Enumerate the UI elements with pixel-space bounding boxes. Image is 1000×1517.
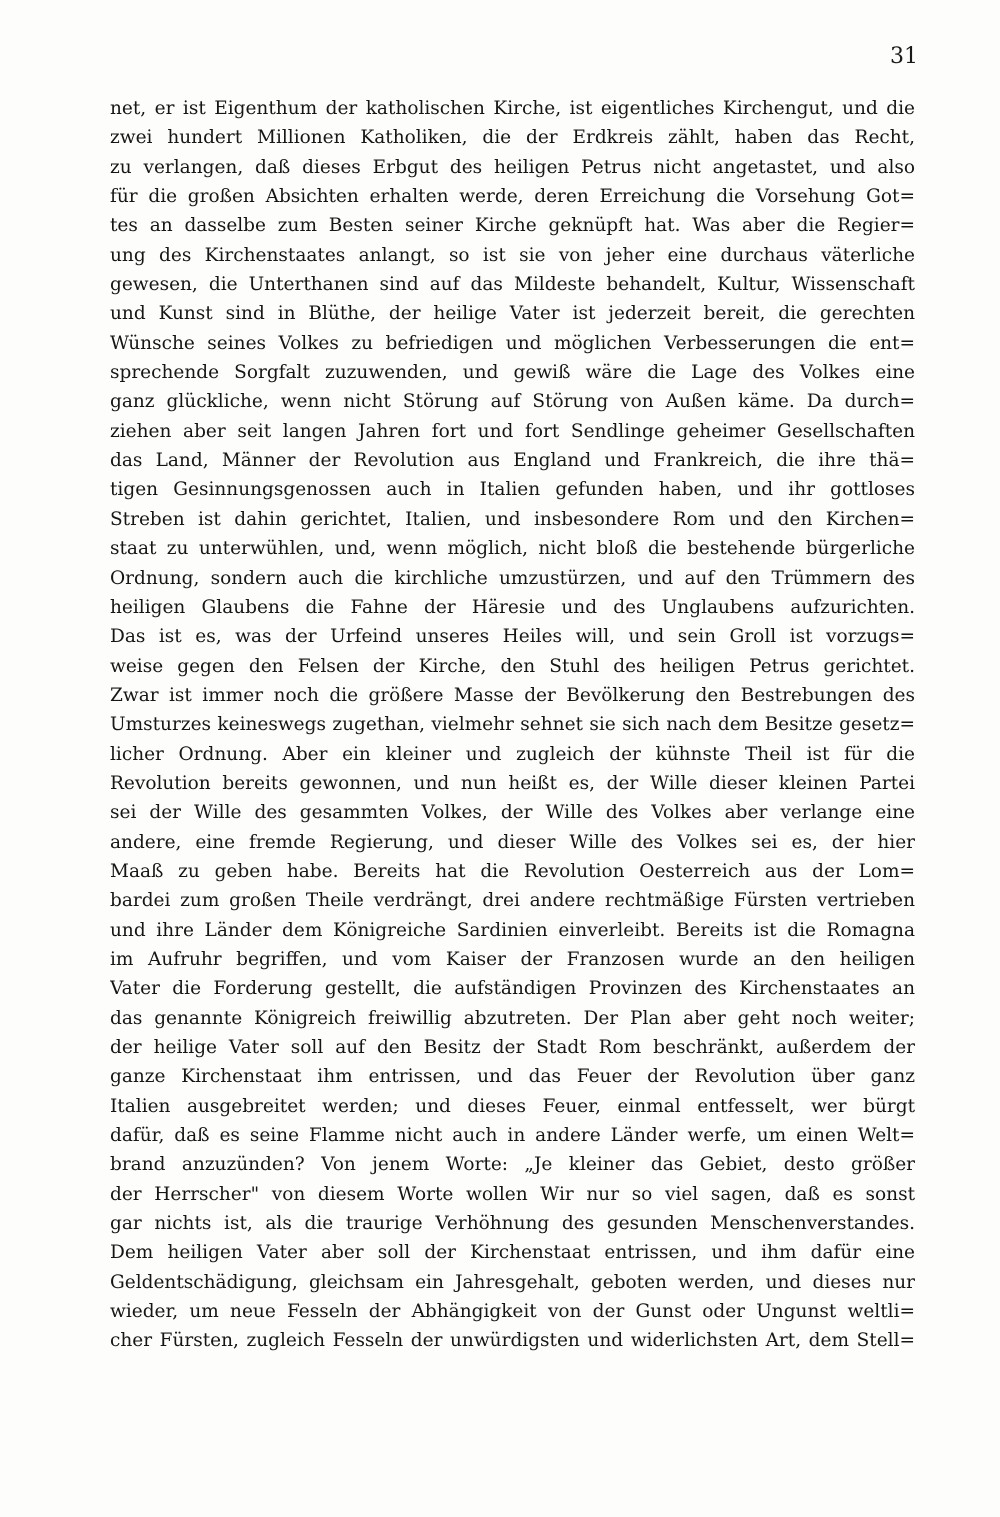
text-line: sprechende Sorgfalt zuzuwenden, und gewiß wäre die Lage des Volkes eine xyxy=(110,362,915,384)
text-line: staat zu unterwühlen, und, wenn möglich, nicht bloß die bestehende bürgerliche xyxy=(110,538,915,560)
text-line: Revolution bereits gewonnen, und nun heißt es, der Wille dieser kleinen Partei xyxy=(110,772,915,794)
text-line: Vater die Forderung gestellt, die aufständigen Provinzen des Kirchenstaates an xyxy=(110,978,915,1000)
body-text xyxy=(110,94,915,1356)
text-line: dafür, daß es seine Flamme nicht auch in andere Länder werfe, um einen Welt= xyxy=(110,1125,915,1147)
text-line: licher Ordnung. Aber ein kleiner und zugleich der kühnste Theil ist für die xyxy=(110,743,915,765)
text-line: das genannte Königreich freiwillig abzutreten. Der Plan aber geht noch weiter; xyxy=(110,1007,915,1029)
text-line: im Aufruhr begriffen, und vom Kaiser der Franzosen wurde an den heiligen xyxy=(110,948,915,970)
text-line: für die großen Absichten erhalten werde, deren Erreichung die Vorsehung Got= xyxy=(110,186,915,208)
text-line: andere, eine fremde Regierung, und dieser Wille des Volkes sei es, der hier xyxy=(110,831,915,853)
text-line: ung des Kirchenstaates anlangt, so ist sie von jeher eine durchaus väterliche xyxy=(110,244,915,266)
text-line: wieder, um neue Fesseln der Abhängigkeit von der Gunst oder Ungunst weltli= xyxy=(110,1301,915,1323)
text-line: Umsturzes keineswegs zugethan, vielmehr sehnet sie sich nach dem Besitze gesetz= xyxy=(110,714,915,736)
text-line: Italien ausgebreitet werden; und dieses Feuer, einmal entfesselt, wer bürgt xyxy=(110,1095,915,1117)
text-line: der Herrscher" von diesem Worte wollen Wir nur so viel sagen, daß es sonst xyxy=(110,1183,915,1205)
text-line: das Land, Männer der Revolution aus England und Frankreich, die ihre thä= xyxy=(110,450,915,472)
text-line: und Kunst sind in Blüthe, der heilige Vater ist jederzeit bereit, die gerechten xyxy=(110,303,915,325)
text-line: Das ist es, was der Urfeind unseres Heiles will, und sein Groll ist vorzugs= xyxy=(110,626,915,648)
text-line: Wünsche seines Volkes zu befriedigen und möglichen Verbesserungen die ent= xyxy=(110,332,915,354)
text-line: Dem heiligen Vater aber soll der Kirchenstaat entrissen, und ihm dafür eine xyxy=(110,1242,915,1264)
text-line: Ordnung, sondern auch die kirchliche umzustürzen, und auf den Trümmern des xyxy=(110,567,915,589)
text-line: ganze Kirchenstaat ihm entrissen, und das Feuer der Revolution über ganz xyxy=(110,1066,915,1088)
text-line: ganz glückliche, wenn nicht Störung auf Störung von Außen käme. Da durch= xyxy=(110,391,915,413)
page-number: 31 xyxy=(890,44,918,69)
text-line: der heilige Vater soll auf den Besitz der Stadt Rom beschränkt, außerdem der xyxy=(110,1037,915,1058)
text-line: net, er ist Eigenthum der katholischen Kirche, ist eigentliches Kirchengut, und die xyxy=(110,98,915,119)
text-line: ziehen aber seit langen Jahren fort und fort Sendlinge geheimer Gesellschaften xyxy=(110,420,915,442)
text-line: Streben ist dahin gerichtet, Italien, und insbesondere Rom und den Kirchen= xyxy=(110,508,915,530)
text-line: Geldentschädigung, gleichsam ein Jahresgehalt, geboten werden, und dieses nur xyxy=(110,1271,915,1293)
text-line: Maaß zu geben habe. Bereits hat die Revolution Oesterreich aus der Lom= xyxy=(110,860,915,882)
text-line: gewesen, die Unterthanen sind auf das Mildeste behandelt, Kultur, Wissenschaft xyxy=(110,274,915,296)
text-line: sei der Wille des gesammten Volkes, der Wille des Volkes aber verlange eine xyxy=(110,802,915,824)
text-line: zu verlangen, daß dieses Erbgut des heiligen Petrus nicht angetastet, und also xyxy=(110,156,915,178)
text-line: heiligen Glaubens die Fahne der Häresie und des Unglaubens aufzurichten. xyxy=(110,596,915,618)
text-line: brand anzuzünden? Von jenem Worte: „Je kleiner das Gebiet, desto größer xyxy=(110,1154,915,1176)
text-line: tigen Gesinnungsgenossen auch in Italien gefunden haben, und ihr gottloses xyxy=(110,479,915,501)
text-line: tes an dasselbe zum Besten seiner Kirche geknüpft hat. Was aber die Regier= xyxy=(110,215,915,237)
text-line: weise gegen den Felsen der Kirche, den Stuhl des heiligen Petrus gerichtet. xyxy=(110,655,915,677)
text-line: Zwar ist immer noch die größere Masse der Bevölkerung den Bestrebungen des xyxy=(110,684,915,706)
text-line: bardei zum großen Theile verdrängt, drei andere rechtmäßige Fürsten vertrieben xyxy=(110,890,915,912)
text-line: cher Fürsten, zugleich Fesseln der unwürdigsten und widerlichsten Art, dem Stell= xyxy=(110,1330,915,1352)
text-line: zwei hundert Millionen Katholiken, die der Erdkreis zählt, haben das Recht, xyxy=(110,127,915,149)
text-line: gar nichts ist, als die traurige Verhöhnung des gesunden Menschenverstandes. xyxy=(110,1213,915,1235)
text-line: und ihre Länder dem Königreiche Sardinien einverleibt. Bereits ist die Romagna xyxy=(110,919,915,941)
